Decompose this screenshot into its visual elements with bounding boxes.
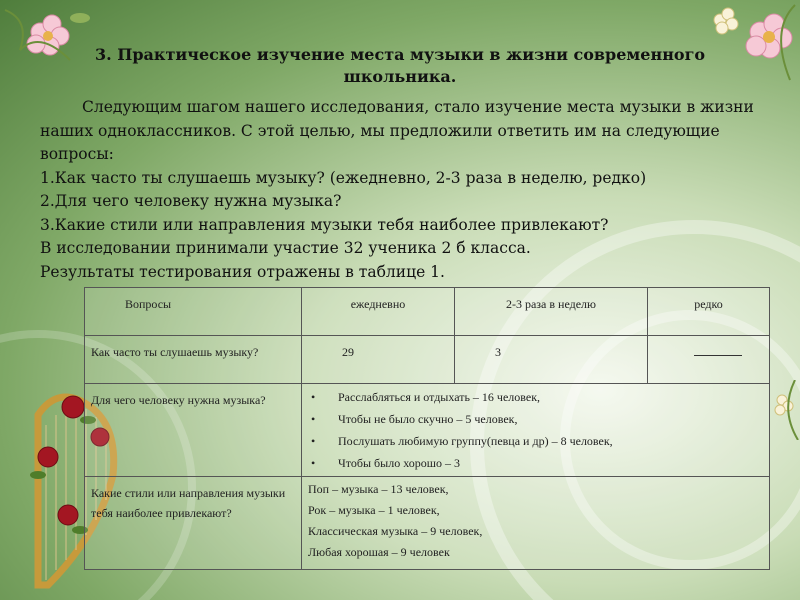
row2-question: Для чего человеку нужна музыка?	[85, 384, 302, 477]
list-item: Рок – музыка – 1 человек,	[308, 503, 440, 517]
header-daily: ежедневно	[302, 288, 455, 336]
row2-answers	[302, 384, 770, 477]
header-questions: Вопросы	[85, 288, 302, 336]
row1-weekly: 3	[455, 336, 648, 384]
row1-rarely	[648, 336, 770, 384]
list-item: • Чтобы не было скучно – 5 человек,	[308, 408, 763, 430]
intro-paragraph: Следующим шагом нашего исследования, стало изучение места музыки в жизни наших одноклассников. С этой целью, мы предложили ответить им на следующие вопросы:	[40, 98, 754, 163]
list-item: Поп – музыка – 13 человек,	[308, 482, 449, 496]
header-weekly: 2-3 раза в неделю	[455, 288, 648, 336]
row1-daily: 29	[302, 336, 455, 384]
list-item: Любая хорошая – 9 человек	[308, 545, 450, 559]
list-item: • Расслабляться и отдыхать – 16 человек,	[308, 386, 763, 408]
table-header-row	[85, 288, 770, 336]
table-row	[85, 336, 770, 384]
question-3: 3.Какие стили или направления музыки тебя наиболее привлекают?	[40, 215, 609, 234]
table-row	[85, 477, 770, 570]
empty-dash	[694, 345, 742, 356]
list-item: Классическая музыка – 9 человек,	[308, 524, 483, 538]
table-row	[85, 384, 770, 477]
intro-text	[40, 96, 770, 284]
question-2: 2.Для чего человеку нужна музыка?	[40, 192, 342, 210]
list-item: • Чтобы было хорошо – 3	[308, 452, 763, 474]
header-rarely: редко	[648, 288, 770, 336]
results-note: Результаты тестирования отражены в таблице 1.	[40, 262, 445, 281]
row1-question: Как часто ты слушаешь музыку?	[85, 336, 302, 384]
results-table	[84, 287, 770, 570]
participants-text: В исследовании принимали участие 32 ученика 2 б класса.	[40, 239, 531, 257]
question-1: 1.Как часто ты слушаешь музыку? (ежедневно, 2-3 раза в неделю, редко)	[40, 168, 647, 187]
section-heading: 3. Практическое изучение места музыки в жизни современного школьника.	[94, 45, 706, 86]
list-item: • Послушать любимую группу(певца и др) – 8 человек,	[308, 430, 763, 452]
row3-answers	[302, 477, 770, 570]
row3-question: Какие стили или направления музыки тебя наиболее привлекают?	[85, 477, 302, 570]
